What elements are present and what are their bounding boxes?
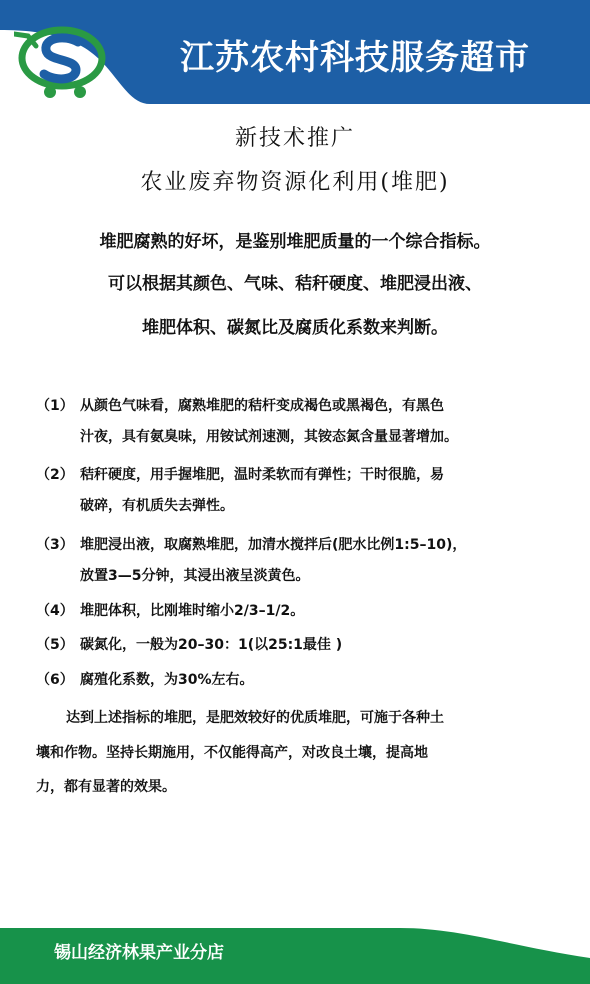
item-number: （6） bbox=[36, 672, 74, 688]
intro-line: 可以根据其颜色、气味、秸秆硬度、堆肥浸出液、 bbox=[108, 274, 482, 294]
list-item bbox=[36, 600, 576, 620]
branch-name: 锡山经济林果产业分店 bbox=[54, 943, 224, 963]
item-number: （3） bbox=[36, 537, 74, 553]
item-number: （1） bbox=[36, 398, 74, 414]
item-text: 堆肥浸出液，取腐熟堆肥，加清水搅拌后(肥水比例1:5–10)， bbox=[80, 537, 467, 553]
list-item bbox=[36, 634, 576, 654]
item-text: 破碎，有机质失去弹性。 bbox=[80, 498, 234, 514]
item-text: 碳氮化，一般为20–30：1(以25:1最佳 ) bbox=[80, 637, 343, 653]
list-item bbox=[36, 534, 576, 584]
header-banner bbox=[0, 0, 590, 104]
intro-line: 堆肥体积、碳氮比及腐质化系数来判断。 bbox=[142, 318, 448, 338]
list-item bbox=[36, 464, 576, 514]
conclusion-line: 力，都有显著的效果。 bbox=[36, 779, 176, 795]
item-number: （5） bbox=[36, 637, 74, 653]
item-text: 堆肥体积，比刚堆时缩小2/3–1/2。 bbox=[80, 603, 305, 619]
item-number: （4） bbox=[36, 603, 74, 619]
item-text: 腐殖化系数，为30%左右。 bbox=[80, 672, 254, 688]
store-title: 江苏农村科技服务超市 bbox=[180, 38, 530, 78]
intro-line: 堆肥腐熟的好坏，是鉴别堆肥质量的一个综合指标。 bbox=[99, 232, 491, 252]
item-number: （2） bbox=[36, 467, 74, 483]
heading-promotion: 新技术推广 bbox=[234, 126, 355, 151]
item-text: 汁夜，具有氨臭味，用铵试剂速测，其铵态氮含量显著增加。 bbox=[80, 429, 458, 445]
heading-topic: 农业废弃物资源化利用(堆肥) bbox=[140, 170, 450, 195]
item-text: 放置3—5分钟，其浸出液呈淡黄色。 bbox=[80, 568, 310, 584]
item-text: 秸秆硬度，用手握堆肥，温时柔软而有弹性；干时很脆，易 bbox=[80, 467, 444, 483]
logo-icon bbox=[14, 20, 112, 102]
conclusion-line: 壤和作物。坚持长期施用，不仅能得高产，对改良土壤，提高地 bbox=[36, 745, 428, 761]
list-item bbox=[36, 395, 576, 445]
conclusion-line: 达到上述指标的堆肥，是肥效较好的优质堆肥，可施于各种土 bbox=[66, 710, 444, 726]
list-item bbox=[36, 669, 576, 689]
item-text: 从颜色气味看，腐熟堆肥的秸杆变成褐色或黑褐色，有黑色 bbox=[80, 398, 444, 414]
